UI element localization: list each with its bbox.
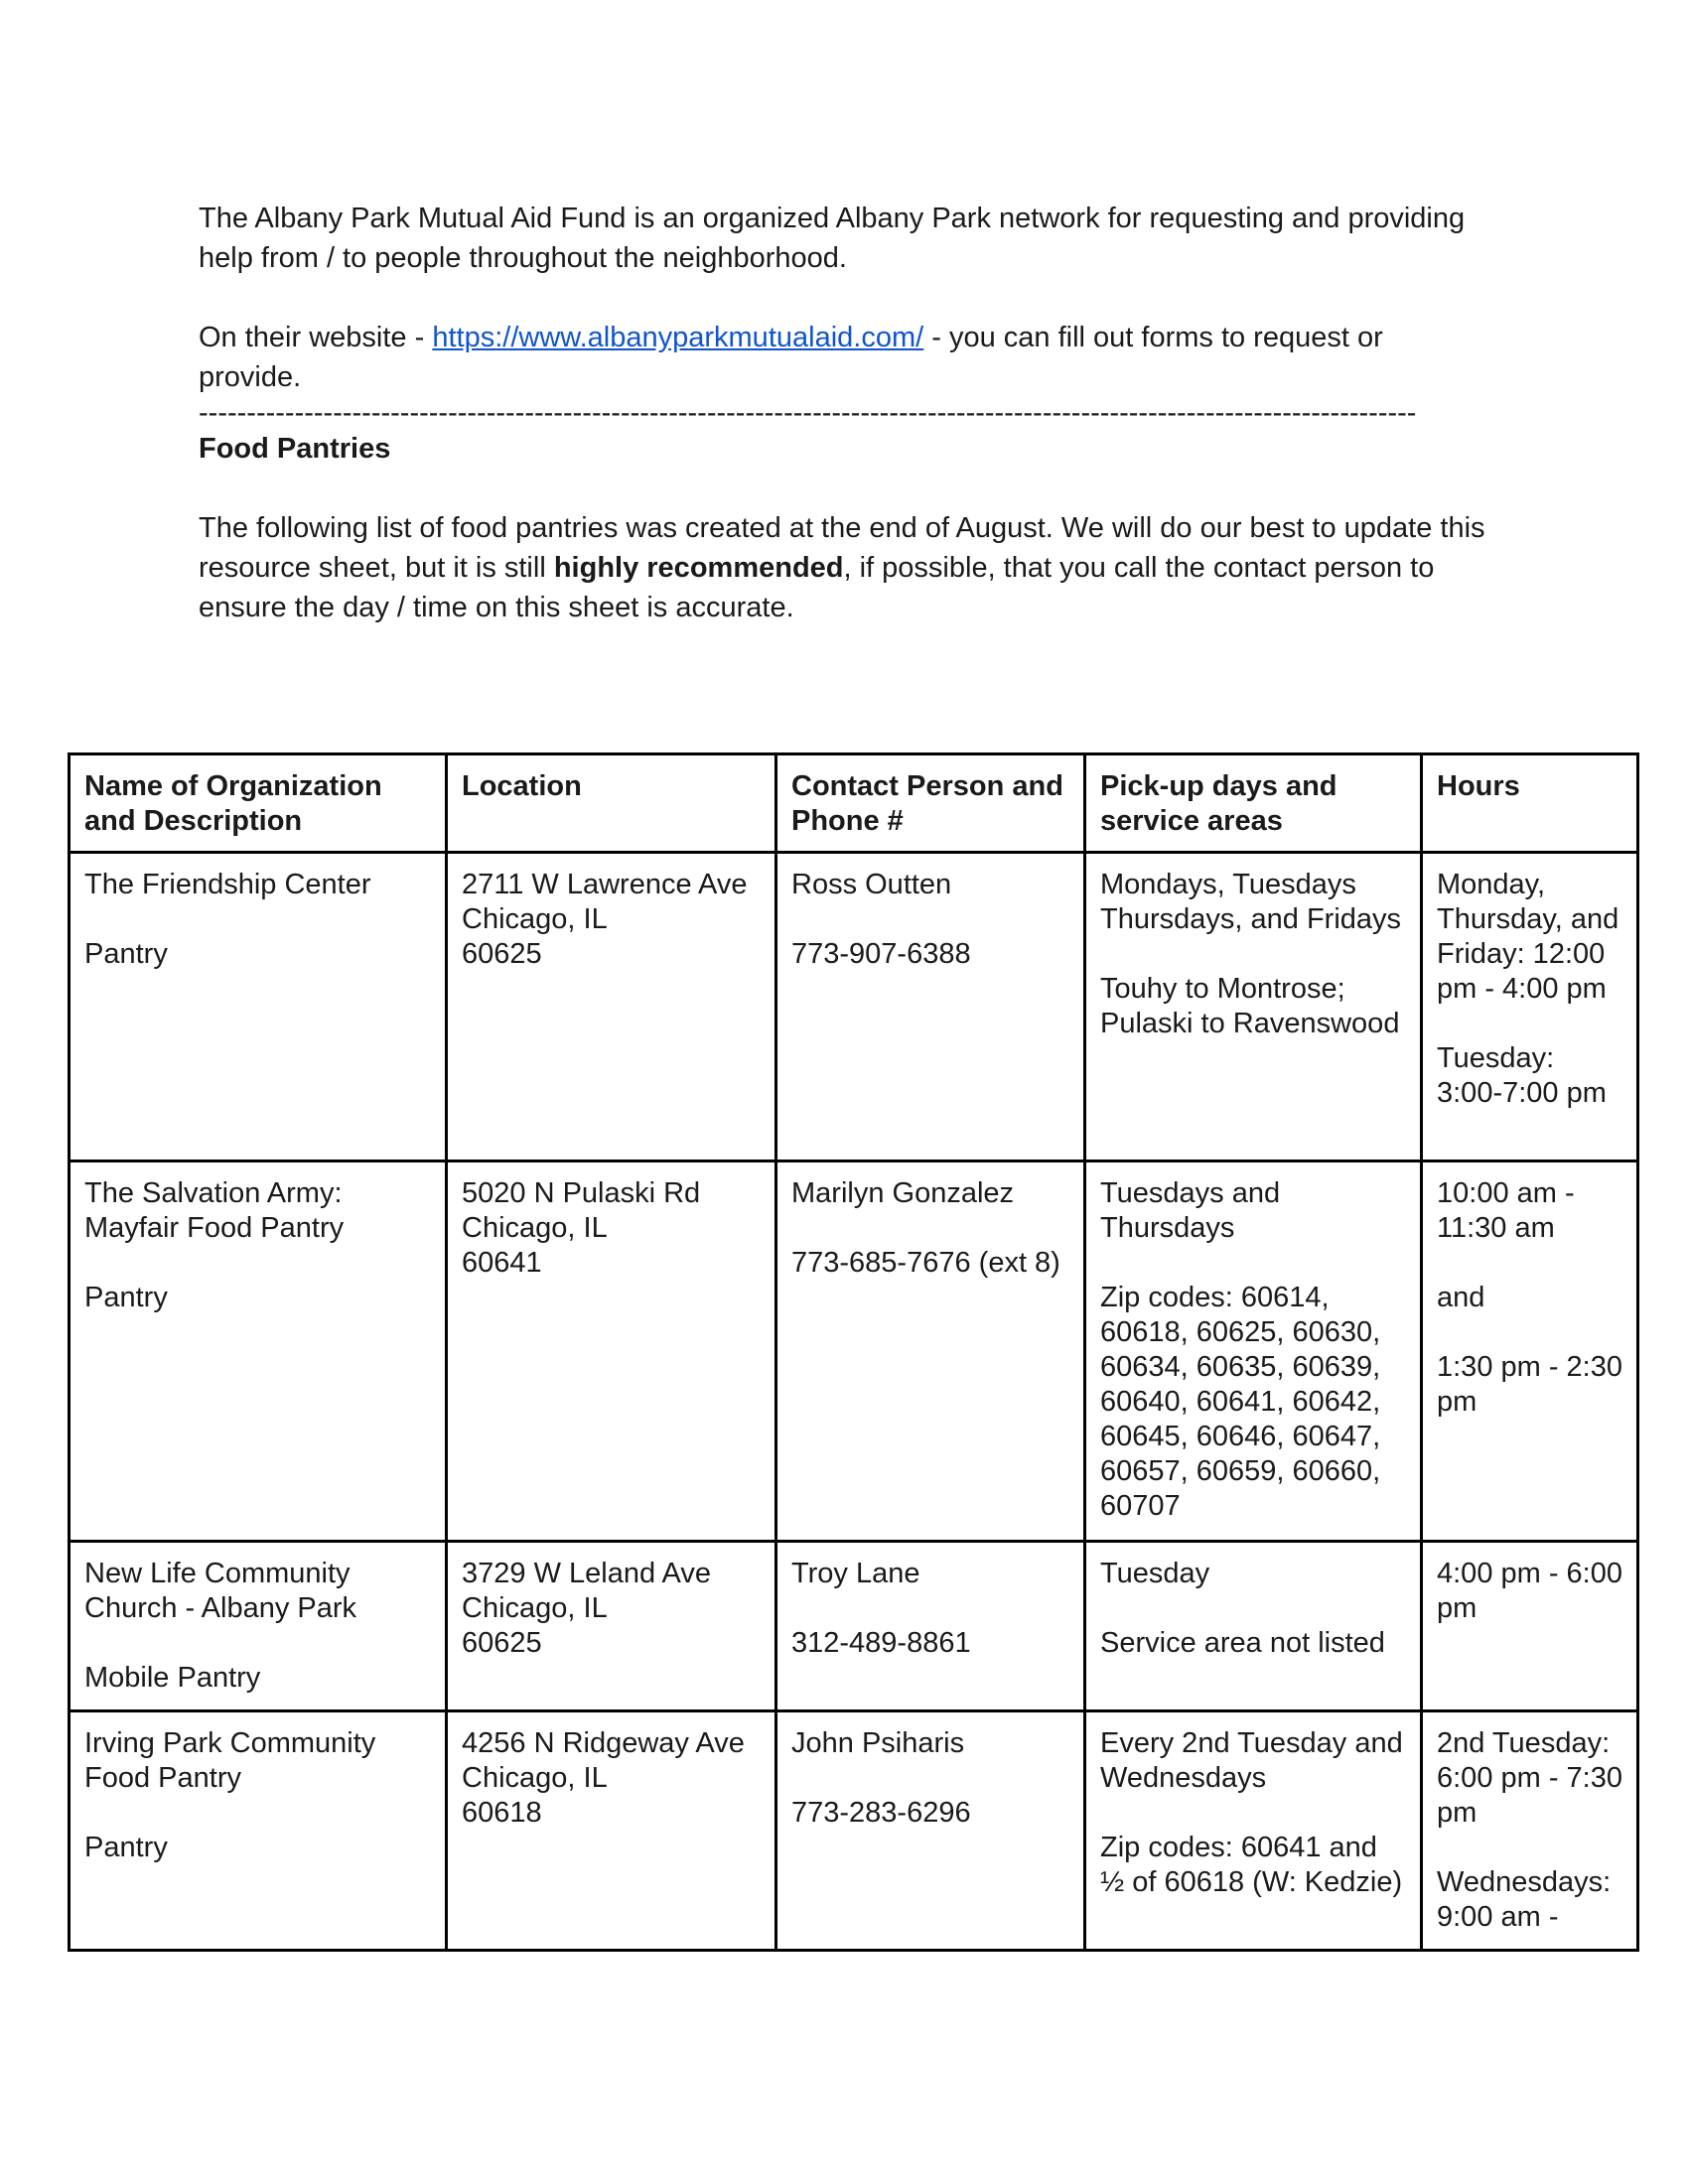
cell-location: [447, 1542, 776, 1711]
pickup-days: Tuesday: [1100, 1558, 1210, 1589]
website-suffix: - you can fill out forms to request or provide.: [199, 322, 1383, 393]
intro-section: [199, 199, 1489, 627]
cell-organization: [70, 1542, 447, 1711]
contact-name: Ross Outten: [791, 869, 952, 900]
org-name: Irving Park Community Food Pantry: [84, 1727, 376, 1794]
note-suffix: , if possible, that you call the contact person to ensure the day / time on this sheet is accurate.: [199, 552, 1435, 623]
hours-and: and: [1437, 1282, 1485, 1313]
header-name: Name of Organization and Description: [70, 754, 447, 853]
website-paragraph: [199, 318, 1489, 397]
phone: 773-685-7676 (ext 8): [791, 1247, 1060, 1279]
cell-organization: [70, 1161, 447, 1542]
org-type: Pantry: [84, 938, 168, 970]
cell-contact: [776, 1711, 1085, 1951]
cell-hours: [1422, 1711, 1638, 1951]
hours-secondary: Tuesday: 3:00-7:00 pm: [1437, 1042, 1607, 1109]
address: 5020 N Pulaski Rd: [462, 1177, 701, 1209]
org-name: The Salvation Army: Mayfair Food Pantry: [84, 1177, 345, 1244]
city: Chicago, IL: [462, 1592, 608, 1624]
cell-pickup: [1085, 1711, 1422, 1951]
hours-secondary: 1:30 pm - 2:30 pm: [1437, 1351, 1622, 1418]
website-prefix: On their website -: [199, 322, 433, 353]
cell-location: [447, 1161, 776, 1542]
city: Chicago, IL: [462, 1212, 608, 1244]
contact-name: John Psiharis: [791, 1727, 965, 1759]
org-name: The Friendship Center: [84, 869, 371, 900]
table-row: [70, 853, 1638, 1161]
header-contact: Contact Person and Phone #: [776, 754, 1085, 853]
note-prefix: The following list of food pantries was created at the end of August. We will do our best to update this resource sheet, but it is still: [199, 512, 1485, 584]
cell-organization: [70, 853, 447, 1161]
hours-secondary: Wednesdays: 9:00 am -: [1437, 1866, 1612, 1933]
zip: 60625: [462, 938, 542, 970]
org-type: Pantry: [84, 1282, 168, 1313]
section-title: Food Pantries: [199, 433, 391, 465]
cell-pickup: [1085, 853, 1422, 1161]
cell-pickup: [1085, 1161, 1422, 1542]
website-link[interactable]: https://www.albanyparkmutualaid.com/: [432, 322, 924, 353]
service-area: Touhy to Montrose; Pulaski to Ravenswood: [1100, 973, 1400, 1039]
pickup-days: Tuesdays and Thursdays: [1100, 1177, 1281, 1244]
zip: 60625: [462, 1627, 542, 1659]
contact-name: Marilyn Gonzalez: [791, 1177, 1015, 1209]
cell-contact: [776, 853, 1085, 1161]
service-area: Service area not listed: [1100, 1627, 1385, 1659]
phone: 312-489-8861: [791, 1627, 971, 1659]
header-hours: Hours: [1422, 754, 1638, 853]
org-type: Pantry: [84, 1832, 168, 1863]
cell-location: [447, 853, 776, 1161]
address: 4256 N Ridgeway Ave: [462, 1727, 745, 1759]
org-type: Mobile Pantry: [84, 1662, 261, 1694]
pickup-days: Every 2nd Tuesday and Wednesdays: [1100, 1727, 1403, 1794]
header-location: Location: [447, 754, 776, 853]
address: 2711 W Lawrence Ave: [462, 869, 748, 900]
header-pickup: Pick-up days and service areas: [1085, 754, 1422, 853]
city: Chicago, IL: [462, 903, 608, 935]
phone: 773-907-6388: [791, 938, 971, 970]
org-name: New Life Community Church - Albany Park: [84, 1558, 357, 1624]
cell-pickup: [1085, 1542, 1422, 1711]
hours-primary: Monday, Thursday, and Friday: 12:00 pm - 4:00 pm: [1437, 869, 1619, 1005]
food-pantries-table: [68, 752, 1639, 1952]
table-header-row: [70, 754, 1638, 853]
cell-hours: [1422, 853, 1638, 1161]
contact-name: Troy Lane: [791, 1558, 920, 1589]
note-emphasis: highly recommended: [553, 552, 844, 584]
hours-primary: 2nd Tuesday: 6:00 pm - 7:30 pm: [1437, 1727, 1622, 1829]
cell-contact: [776, 1542, 1085, 1711]
service-area: Zip codes: 60641 and ½ of 60618 (W: Kedzie): [1100, 1832, 1403, 1898]
address: 3729 W Leland Ave: [462, 1558, 711, 1589]
table-row: [70, 1161, 1638, 1542]
table-row: [70, 1711, 1638, 1951]
cell-contact: [776, 1161, 1085, 1542]
cell-location: [447, 1711, 776, 1951]
table-row: [70, 1542, 1638, 1711]
note-paragraph: [199, 508, 1489, 627]
cell-hours: [1422, 1542, 1638, 1711]
service-area: Zip codes: 60614, 60618, 60625, 60630, 60634, 60635, 60639, 60640, 60641, 60642, 60645, 60646, 60647, 60657, 60659, 60660, 60707: [1100, 1282, 1381, 1522]
cell-hours: [1422, 1161, 1638, 1542]
city: Chicago, IL: [462, 1762, 608, 1794]
intro-paragraph: The Albany Park Mutual Aid Fund is an organized Albany Park network for requesting and providing help from / to people throughout the neighborhood.: [199, 203, 1466, 274]
pickup-days: Mondays, Tuesdays Thursdays, and Fridays: [1100, 869, 1402, 935]
zip: 60641: [462, 1247, 542, 1279]
phone: 773-283-6296: [791, 1797, 971, 1829]
zip: 60618: [462, 1797, 542, 1829]
hours-primary: 10:00 am - 11:30 am: [1437, 1177, 1575, 1244]
divider-line: -------------------------------------------------------------------------------------------------------------------------------: [199, 397, 1417, 429]
hours-primary: 4:00 pm - 6:00 pm: [1437, 1558, 1622, 1624]
cell-organization: [70, 1711, 447, 1951]
